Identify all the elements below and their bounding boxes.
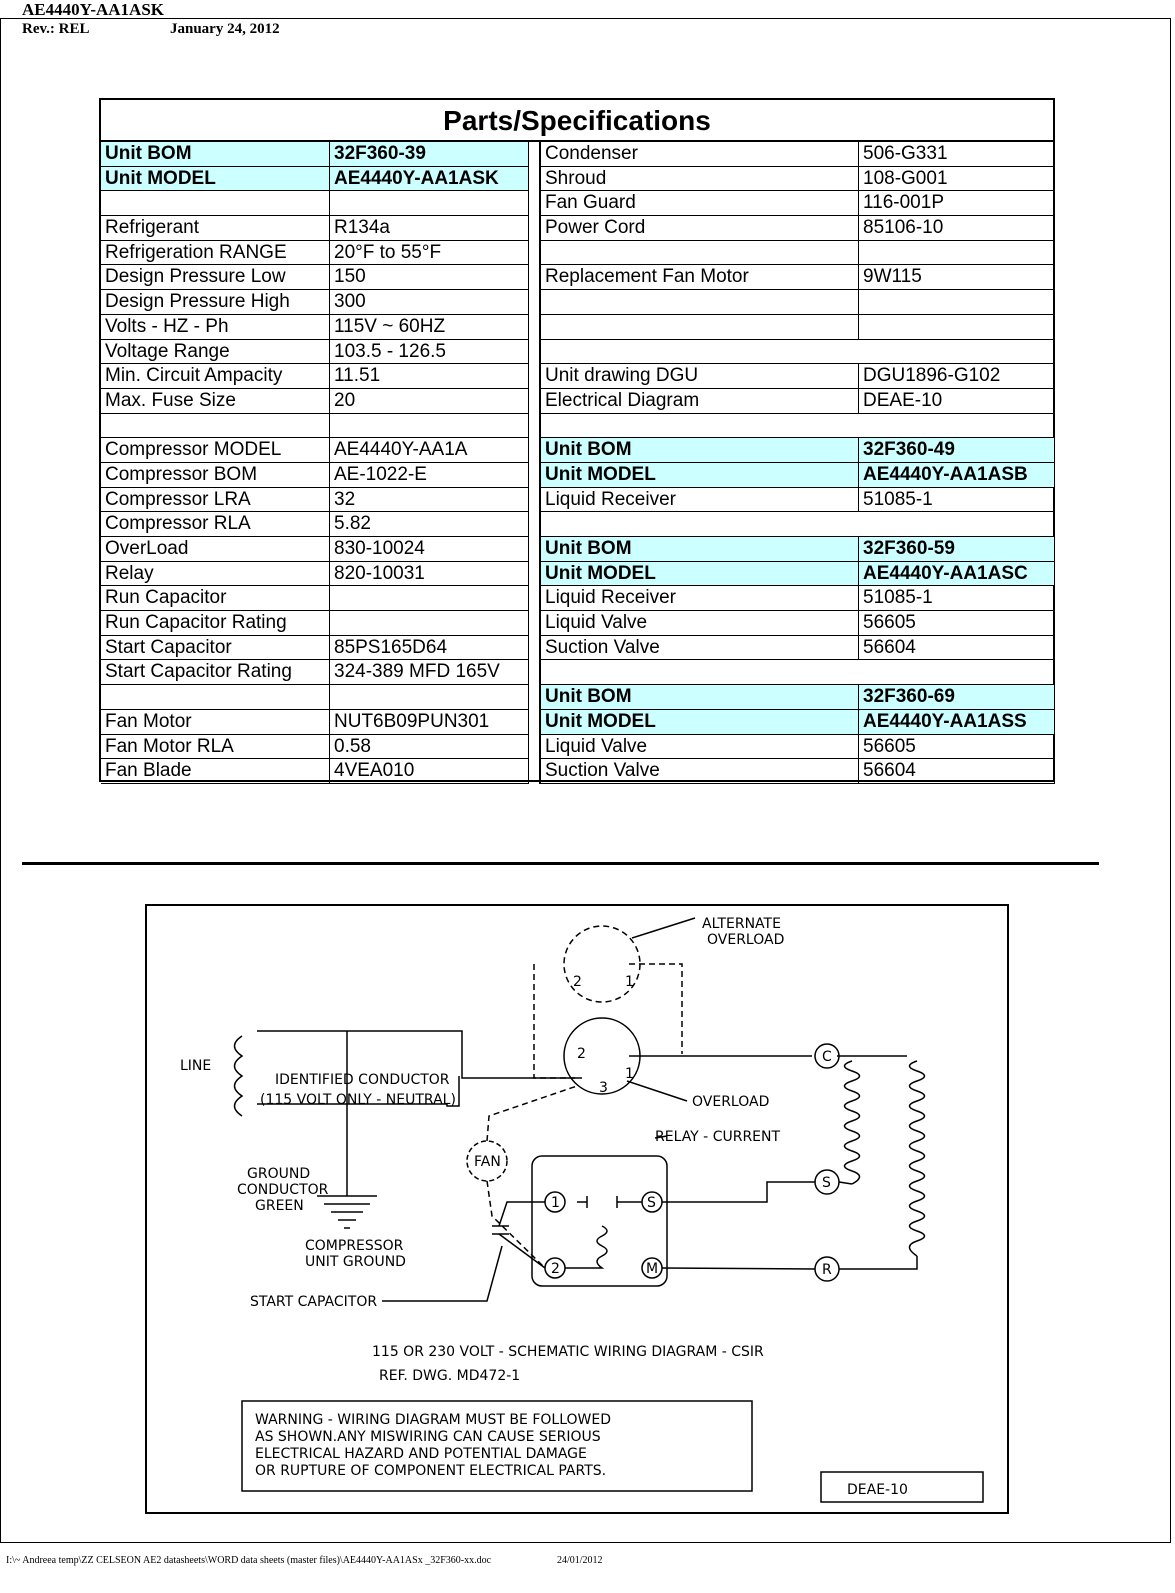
spec-value-cell	[330, 685, 529, 710]
spec-value-cell: 116-001P	[859, 191, 1055, 216]
ground-conductor-label: GROUND	[247, 1166, 311, 1182]
spec-label-cell: Fan Blade	[101, 759, 330, 784]
spec-label-cell: Unit BOM	[101, 142, 330, 167]
terminal-r: R	[822, 1262, 832, 1278]
spec-value-cell: 115V ~ 60HZ	[330, 315, 529, 340]
spec-value-cell: 56604	[859, 636, 1055, 661]
spec-value-cell: 4VEA010	[330, 759, 529, 784]
spec-label-cell: Compressor RLA	[101, 512, 330, 537]
parts-specifications-table	[99, 98, 1055, 782]
spec-value-cell: 9W115	[859, 265, 1055, 290]
specs-right-column	[539, 142, 1055, 784]
footer-file-path: I:\~ Andreea temp\ZZ CELSEON AE2 datasheets\WORD data sheets (master files)\AE4440Y-AA1ASx _32F360-xx.doc	[6, 1555, 492, 1566]
overload-pin-1: 1	[625, 1066, 634, 1082]
alternate-overload-label-2: OVERLOAD	[707, 932, 785, 948]
section-divider	[22, 862, 1099, 865]
spec-value-cell: 103.5 - 126.5	[330, 340, 529, 365]
footer-date: 24/01/2012	[557, 1555, 603, 1566]
spec-label-cell: Replacement Fan Motor	[541, 265, 859, 290]
terminal-c: C	[822, 1049, 832, 1065]
spec-value-cell: R134a	[330, 216, 529, 241]
spec-value-cell	[330, 191, 529, 216]
wiring-schematic	[147, 906, 1007, 1512]
spec-value-cell	[330, 611, 529, 636]
spec-label-cell: Liquid Receiver	[541, 488, 859, 513]
spec-value-cell: AE4440Y-AA1ASS	[859, 710, 1055, 735]
diagram-caption: 115 OR 230 VOLT - SCHEMATIC WIRING DIAGRAM - CSIR	[372, 1344, 764, 1360]
spec-label-cell: Unit MODEL	[541, 463, 859, 488]
spec-value-cell: AE4440Y-AA1ASB	[859, 463, 1055, 488]
spec-value-cell: 20	[330, 389, 529, 414]
alternate-overload-label: ALTERNATE	[702, 916, 781, 932]
spec-value-cell: 32F360-59	[859, 537, 1055, 562]
spec-value-cell	[859, 315, 1055, 340]
spec-value-cell: 300	[330, 290, 529, 315]
ground-conductor-label-2: CONDUCTOR	[237, 1182, 329, 1198]
spec-value-cell: 0.58	[330, 735, 529, 760]
spec-label-cell: Compressor BOM	[101, 463, 330, 488]
spec-label-cell: Compressor LRA	[101, 488, 330, 513]
spec-label-cell	[541, 315, 859, 340]
spec-value-cell: 506-G331	[859, 142, 1055, 167]
spec-label-cell: Compressor MODEL	[101, 438, 330, 463]
warning-line-4: OR RUPTURE OF COMPONENT ELECTRICAL PARTS.	[255, 1463, 607, 1479]
spec-label-cell: Run Capacitor	[101, 586, 330, 611]
spec-value-cell: 324-389 MFD 165V	[330, 660, 529, 685]
spec-label-cell: Start Capacitor	[101, 636, 330, 661]
relay-terminal-s: S	[647, 1195, 656, 1211]
spec-value-cell: 32F360-49	[859, 438, 1055, 463]
spec-value-cell: 51085-1	[859, 586, 1055, 611]
terminal-s: S	[822, 1175, 831, 1191]
spec-label-cell: OverLoad	[101, 537, 330, 562]
spec-label-cell: Liquid Valve	[541, 611, 859, 636]
specs-left-column	[101, 142, 529, 784]
line-label: LINE	[180, 1058, 212, 1074]
spec-value-cell	[859, 241, 1055, 266]
spec-label-cell	[101, 414, 330, 439]
spec-label-cell: Max. Fuse Size	[101, 389, 330, 414]
ground-conductor-label-3: GREEN	[255, 1198, 304, 1214]
spec-value-cell	[330, 414, 529, 439]
table-cell-empty	[541, 414, 1055, 439]
spec-label-cell: Fan Motor RLA	[101, 735, 330, 760]
spec-label-cell	[101, 685, 330, 710]
spec-value-cell: 32F360-39	[330, 142, 529, 167]
spec-label-cell: Electrical Diagram	[541, 389, 859, 414]
spec-label-cell: Relay	[101, 562, 330, 587]
compressor-ground-label-2: UNIT GROUND	[305, 1254, 406, 1270]
spec-label-cell: Power Cord	[541, 216, 859, 241]
spec-label-cell: Liquid Valve	[541, 735, 859, 760]
spec-value-cell	[330, 586, 529, 611]
spec-value-cell: 56605	[859, 735, 1055, 760]
spec-label-cell: Unit MODEL	[101, 167, 330, 192]
table-cell-empty	[541, 660, 1055, 685]
spec-value-cell	[859, 290, 1055, 315]
spec-label-cell: Shroud	[541, 167, 859, 192]
spec-value-cell: 32	[330, 488, 529, 513]
spec-label-cell: Min. Circuit Ampacity	[101, 364, 330, 389]
revision-date: January 24, 2012	[170, 21, 280, 37]
spec-value-cell: 85PS165D64	[330, 636, 529, 661]
relay-terminal-2: 2	[551, 1261, 560, 1277]
spec-value-cell: 108-G001	[859, 167, 1055, 192]
spec-label-cell: Voltage Range	[101, 340, 330, 365]
spec-label-cell: Unit BOM	[541, 438, 859, 463]
spec-label-cell: Suction Valve	[541, 636, 859, 661]
neutral-note: (115 VOLT ONLY - NEUTRAL)	[260, 1092, 456, 1108]
spec-value-cell: DGU1896-G102	[859, 364, 1055, 389]
spec-label-cell: Fan Guard	[541, 191, 859, 216]
spec-label-cell: Start Capacitor Rating	[101, 660, 330, 685]
spec-label-cell: Condenser	[541, 142, 859, 167]
spec-label-cell	[541, 241, 859, 266]
alternate-overload-circle	[564, 926, 640, 1002]
spec-value-cell: 5.82	[330, 512, 529, 537]
spec-label-cell: Unit BOM	[541, 537, 859, 562]
spec-label-cell: Unit BOM	[541, 685, 859, 710]
spec-label-cell: Unit MODEL	[541, 562, 859, 587]
spec-label-cell	[541, 290, 859, 315]
reference-drawing: REF. DWG. MD472-1	[379, 1368, 521, 1384]
spec-label-cell: Design Pressure High	[101, 290, 330, 315]
spec-value-cell: 830-10024	[330, 537, 529, 562]
spec-value-cell: 51085-1	[859, 488, 1055, 513]
overload-pin-2: 2	[577, 1046, 586, 1062]
spec-label-cell	[101, 191, 330, 216]
relay-terminal-1: 1	[551, 1195, 560, 1211]
spec-value-cell: 85106-10	[859, 216, 1055, 241]
spec-value-cell: 11.51	[330, 364, 529, 389]
spec-label-cell: Refrigerant	[101, 216, 330, 241]
spec-value-cell: 20°F to 55°F	[330, 241, 529, 266]
spec-value-cell: 150	[330, 265, 529, 290]
overload-label: OVERLOAD	[692, 1094, 770, 1110]
diagram-id-label: DEAE-10	[847, 1482, 908, 1498]
relay-terminal-m: M	[646, 1261, 659, 1277]
spec-label-cell: Unit MODEL	[541, 710, 859, 735]
table-cell-empty	[541, 512, 1055, 537]
spec-value-cell: AE4440Y-AA1A	[330, 438, 529, 463]
spec-value-cell: 820-10031	[330, 562, 529, 587]
spec-label-cell: Liquid Receiver	[541, 586, 859, 611]
compressor-ground-label: COMPRESSOR	[305, 1238, 404, 1254]
spec-value-cell: DEAE-10	[859, 389, 1055, 414]
overload-pin-3: 3	[599, 1080, 608, 1096]
spec-label-cell: Run Capacitor Rating	[101, 611, 330, 636]
spec-label-cell: Suction Valve	[541, 759, 859, 784]
identified-conductor-label: IDENTIFIED CONDUCTOR	[275, 1072, 450, 1088]
spec-label-cell: Design Pressure Low	[101, 265, 330, 290]
fan-label: FAN	[474, 1154, 501, 1170]
table-title: Parts/Specifications	[101, 100, 1053, 142]
table-cell-empty	[541, 340, 1055, 365]
warning-line-2: AS SHOWN.ANY MISWIRING CAN CAUSE SERIOUS	[255, 1429, 601, 1445]
spec-label-cell: Fan Motor	[101, 710, 330, 735]
wiring-diagram	[145, 904, 1009, 1514]
spec-value-cell: AE4440Y-AA1ASK	[330, 167, 529, 192]
revision-label: Rev.: REL	[22, 21, 90, 37]
warning-line-1: WARNING - WIRING DIAGRAM MUST BE FOLLOWED	[255, 1412, 611, 1428]
spec-label-cell: Refrigeration RANGE	[101, 241, 330, 266]
spec-value-cell: NUT6B09PUN301	[330, 710, 529, 735]
spec-label-cell: Unit drawing DGU	[541, 364, 859, 389]
spec-value-cell: AE-1022-E	[330, 463, 529, 488]
spec-value-cell: AE4440Y-AA1ASC	[859, 562, 1055, 587]
spec-value-cell: 56604	[859, 759, 1055, 784]
spec-value-cell: 56605	[859, 611, 1055, 636]
warning-line-3: ELECTRICAL HAZARD AND POTENTIAL DAMAGE	[255, 1446, 587, 1462]
spec-label-cell: Volts - HZ - Ph	[101, 315, 330, 340]
alternate-overload-pin-1: 1	[625, 974, 634, 990]
spec-value-cell: 32F360-69	[859, 685, 1055, 710]
alternate-overload-pin-2: 2	[573, 974, 582, 990]
relay-current-label: RELAY - CURRENT	[655, 1129, 781, 1145]
document-model-header: AE4440Y-AA1ASK	[22, 0, 165, 19]
start-capacitor-label: START CAPACITOR	[250, 1294, 378, 1310]
